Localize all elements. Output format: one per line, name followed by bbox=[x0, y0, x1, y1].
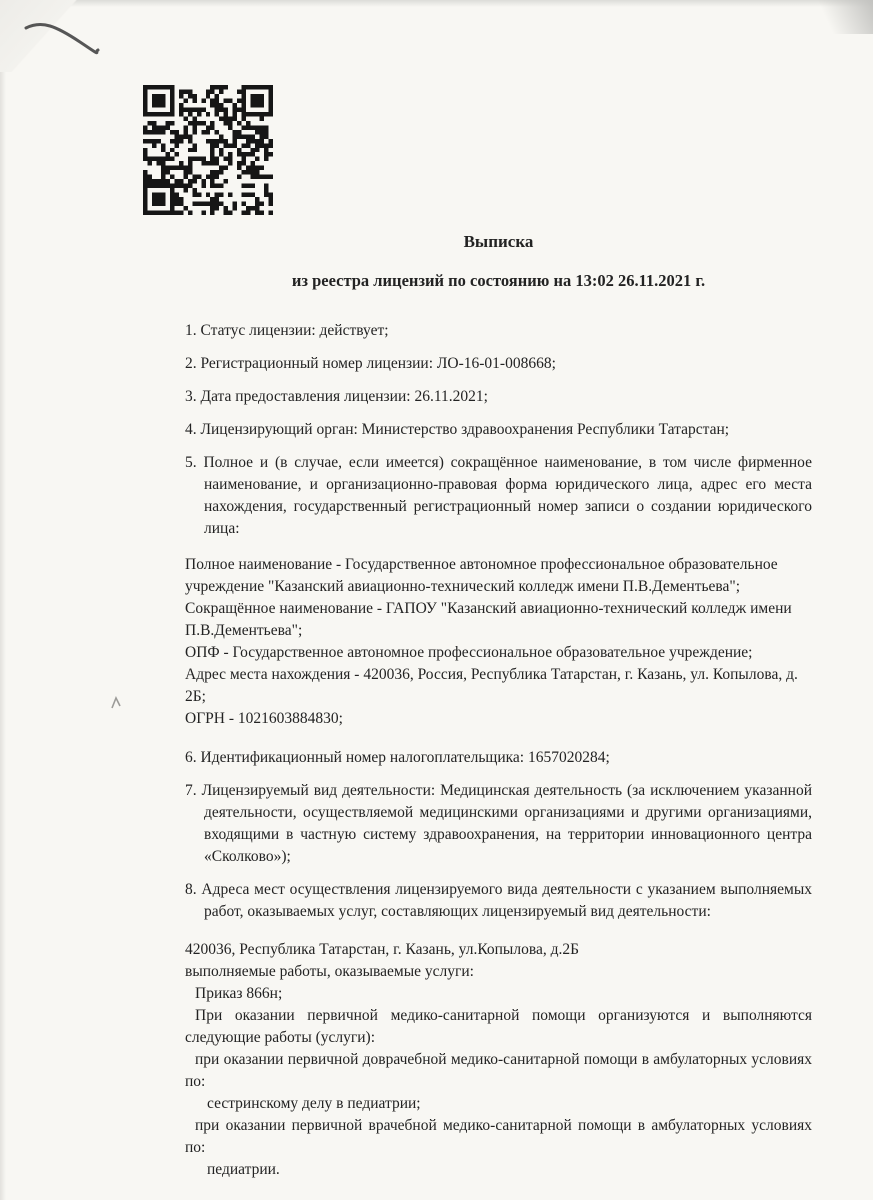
order-line: Приказ 866н; bbox=[195, 984, 283, 1002]
works-line-primary-care: При оказании первичной медико-санитарной помощи организуются и выполняются следующие работы (услуги): bbox=[185, 1006, 812, 1046]
works-line-nursing-pediatrics: сестринскому делу в педиатрии; bbox=[207, 1094, 421, 1112]
margin-pen-tick-icon bbox=[110, 695, 124, 716]
item-registration-number: 2. Регистрационный номер лицензии: ЛО-16-01-008668; bbox=[185, 354, 556, 372]
opf-line: ОПФ - Государственное автономное профессиональное образовательное учреждение; bbox=[185, 643, 753, 661]
qr-code-image bbox=[143, 84, 273, 216]
scan-top-edge bbox=[0, 0, 873, 7]
works-intro-line: выполняемые работы, оказываемые услуги: bbox=[185, 962, 474, 980]
item-grant-date: 3. Дата предоставления лицензии: 26.11.2021; bbox=[185, 387, 488, 405]
short-name-line: Сокращённое наименование - ГАПОУ "Казанский авиационно-технический колледж имени П.В.Дементьева"; bbox=[185, 599, 792, 639]
item-license-status: 1. Статус лицензии: действует; bbox=[185, 321, 389, 339]
organization-name-block bbox=[185, 554, 812, 730]
scan-corner-shadow bbox=[799, 0, 873, 34]
works-line-pediatrics: педиатрии. bbox=[207, 1160, 280, 1178]
item-inn: 6. Идентификационный номер налогоплательщика: 1657020284; bbox=[185, 748, 610, 766]
document-title: Выписка bbox=[463, 232, 534, 251]
ogrn-line: ОГРН - 1021603884830; bbox=[185, 709, 343, 727]
item-activity-addresses: 8. Адреса мест осуществления лицензируемого вида деятельности с указанием выполняемых работ, оказываемых услуг, составляющих лицензируемый вид деятельности: bbox=[185, 880, 812, 920]
works-block bbox=[185, 939, 812, 1181]
item-name-heading: 5. Полное и (в случае, если имеется) сокращённое наименование, в том числе фирменное наименование, и организационно-правовая форма юридического лица, адрес его места нахождения, государственный регистрационный номер записи о создании юридического лица: bbox=[185, 453, 812, 537]
works-address-line: 420036, Республика Татарстан, г. Казань, ул.Копылова, д.2Б bbox=[185, 940, 579, 958]
scan-left-edge bbox=[0, 0, 6, 1200]
works-line-physician-care: при оказании первичной врачебной медико-санитарной помощи в амбулаторных условиях по: bbox=[185, 1116, 812, 1156]
item-licensed-activity: 7. Лицензируемый вид деятельности: Медицинская деятельность (за исключением указанной деятельности, осуществляемой медицинскими организациями и другими организациями, входящими в частную систему здравоохранения, на территории инновационного центра «Сколково»); bbox=[185, 781, 812, 865]
works-line-prenursing-care: при оказании первичной доврачебной медико-санитарной помощи в амбулаторных условиях по: bbox=[185, 1050, 812, 1090]
document-subtitle: из реестра лицензий по состоянию на 13:02 26.11.2021 г. bbox=[291, 271, 706, 291]
item-licensing-authority: 4. Лицензирующий орган: Министерство здравоохранения Республики Татарстан; bbox=[185, 420, 730, 438]
full-name-line: Полное наименование - Государственное автономное профессиональное образовательное учреждение "Казанский авиационно-технический колледж имени П.В.Дементьева"; bbox=[185, 555, 778, 595]
license-fields-list bbox=[185, 320, 812, 1181]
pen-mark-icon bbox=[22, 16, 102, 65]
address-line: Адрес места нахождения - 420036, Россия, Республика Татарстан, г. Казань, ул. Копылова, д. 2Б; bbox=[185, 665, 798, 705]
qr-code bbox=[143, 84, 273, 216]
document-body bbox=[185, 230, 812, 1181]
